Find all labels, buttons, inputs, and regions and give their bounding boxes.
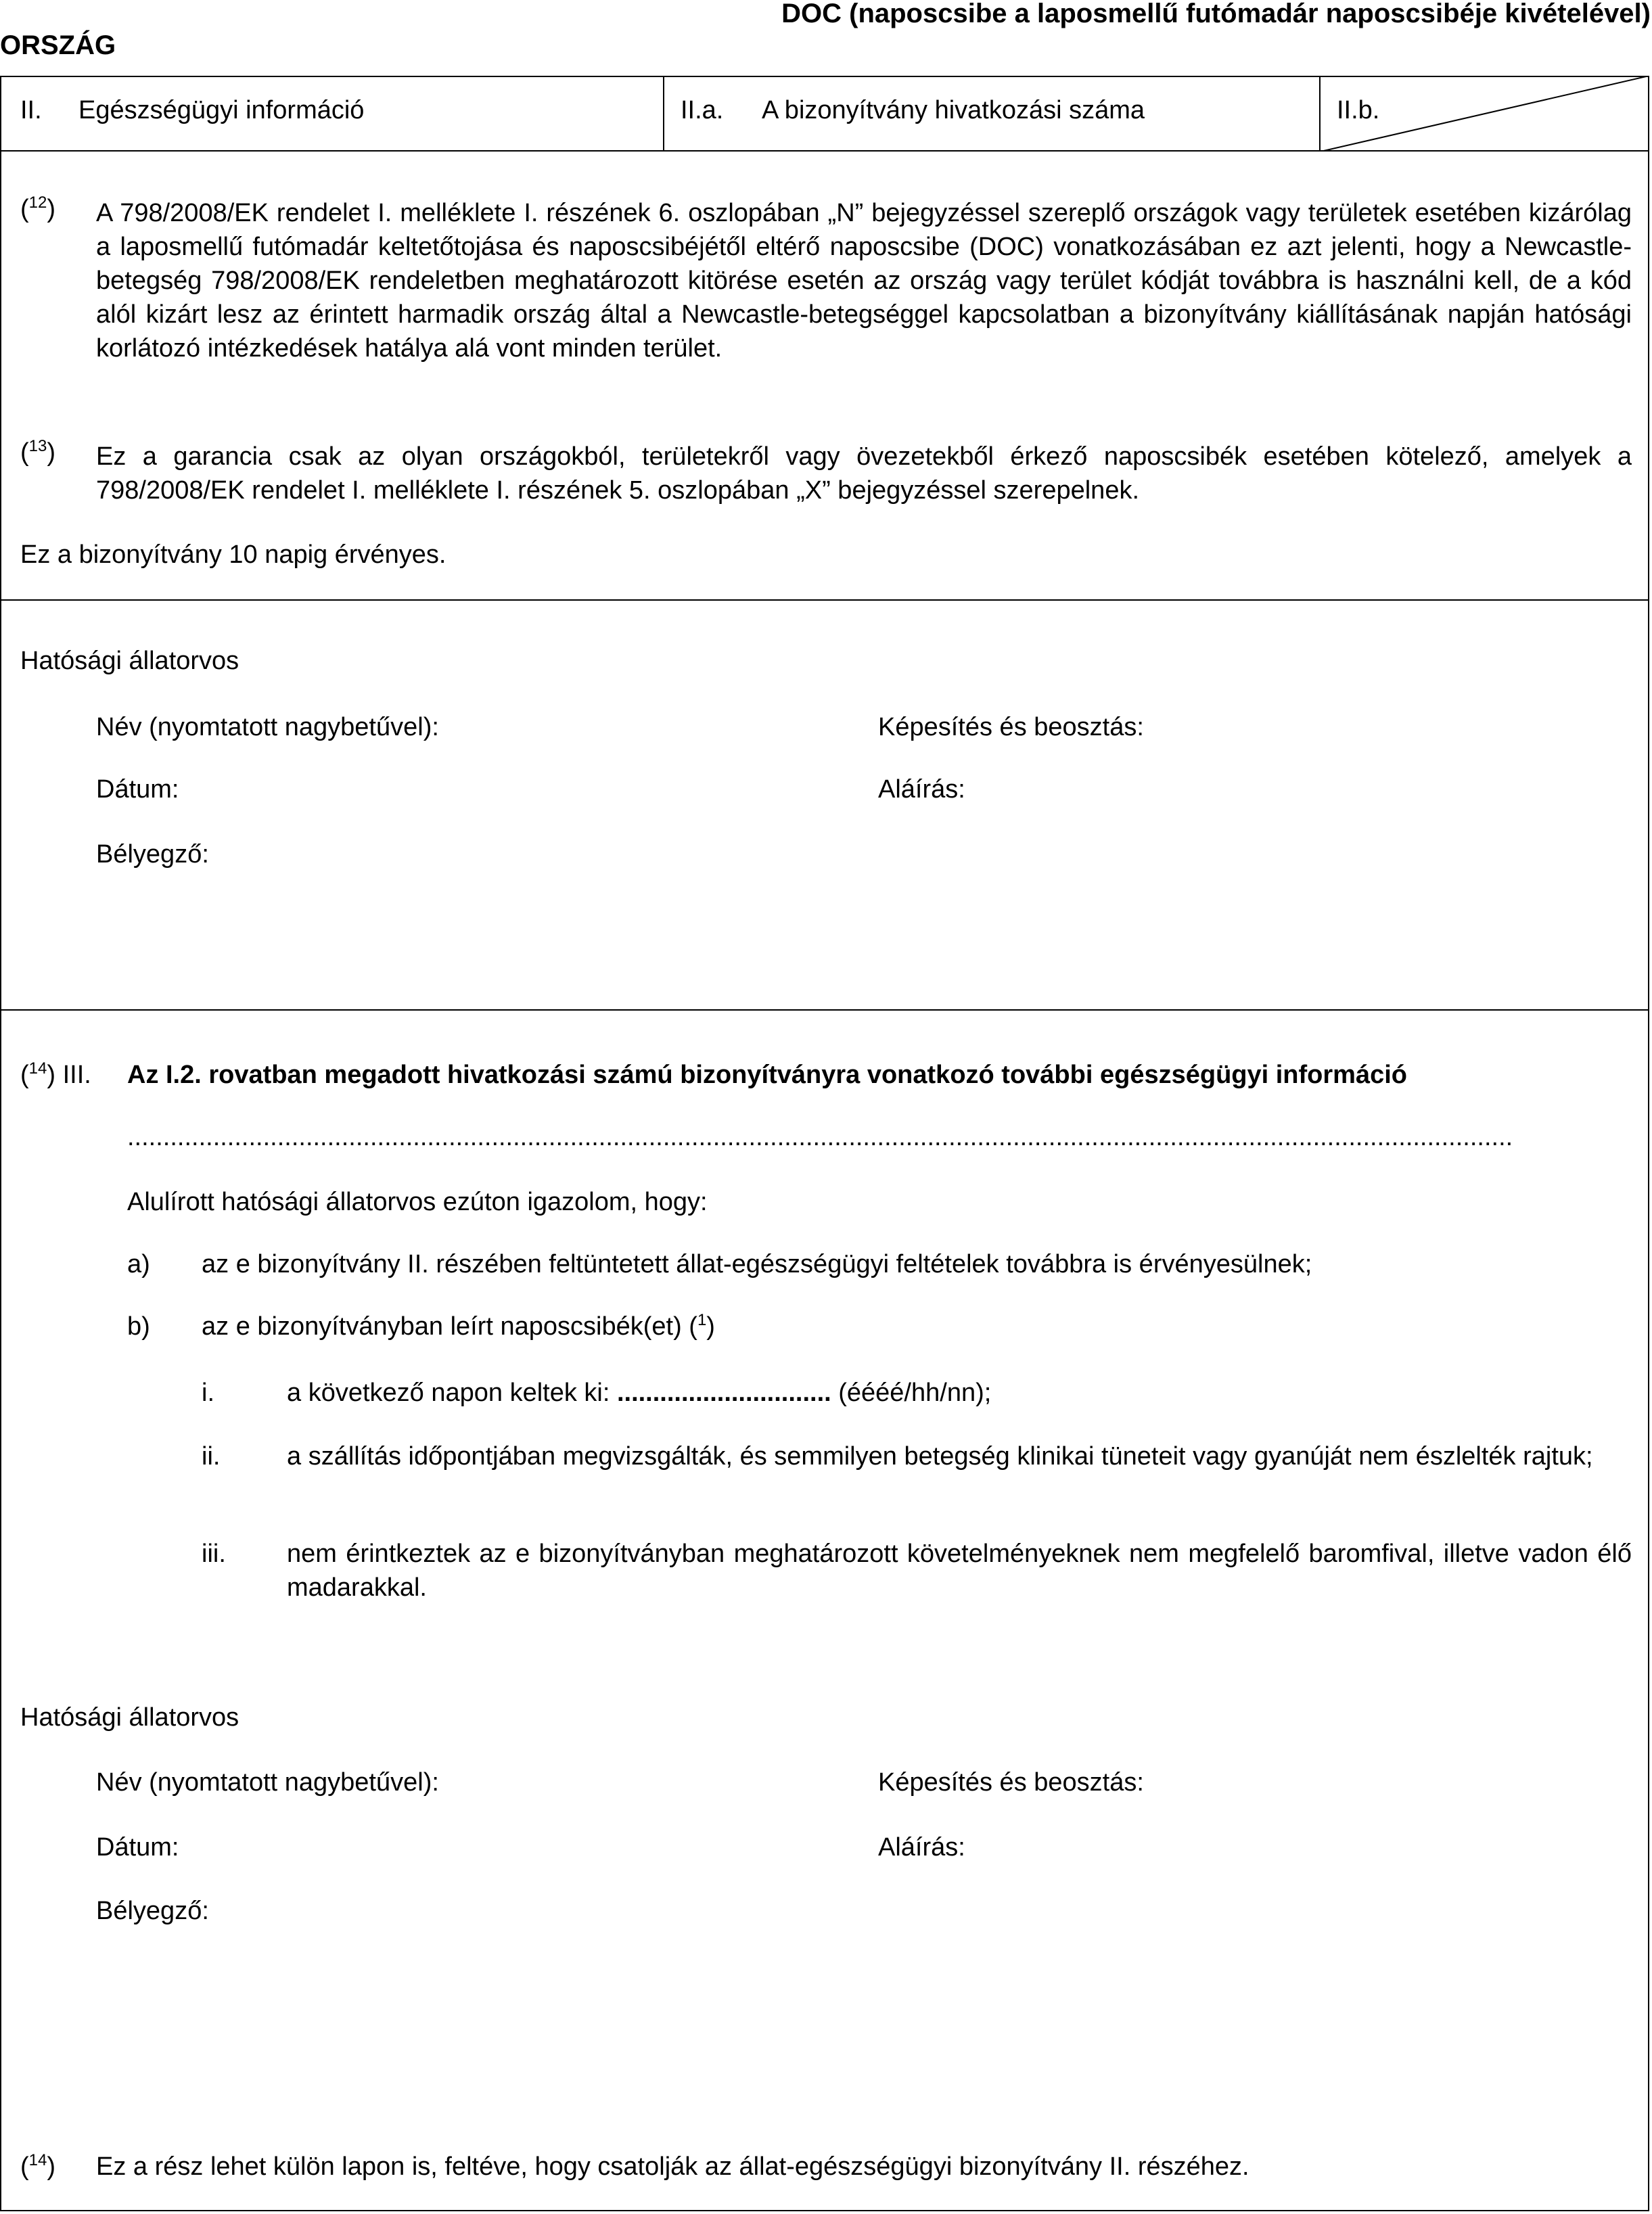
item-b-label: b): [127, 1312, 150, 1341]
section-number: III.: [62, 1061, 91, 1089]
document-title: DOC (naposcsibe a laposmellű futómadár naposcsibéje kivételével): [781, 0, 1651, 28]
item-b-body: az e bizonyítványban leírt naposcsibék(et) (: [202, 1312, 697, 1341]
sub-item-iii-label: iii.: [202, 1540, 226, 1568]
signature-label: Aláírás:: [878, 775, 965, 804]
section-divider-2: [0, 1009, 1649, 1011]
footnote-number: ($^{14}$): [20, 2151, 56, 2181]
column-divider-1: [663, 76, 664, 152]
note-text: Ez a garancia csak az olyan országokból, területekről vagy övezetekből érkező naposcsibék esetében kötelező, amelyek a 798/2008/EK rendelet I. melléklete I. részének 5. oszlopában „X” bejegyzéssel szerepelnek.: [96, 442, 1632, 505]
section-number: II.: [20, 96, 42, 124]
note-text: A 798/2008/EK rendelet I. melléklete I. részének 6. oszlopában „N” bejegyzéssel szereplő országok vagy területek esetében kizárólag a laposmellű futómadár keltetőtojása és naposcsibéjétől eltérő naposcsibe (DOC) vonatkozásában ez azt jelenti, hogy a Newcastle-betegség 798/2008/EK rendeletben meghatározott kitörése esetén az ország vagy terület kódját továbbra is használni kell, de a kód alól kizárt lesz az érintett harmadik ország által a Newcastle-betegséggel kapcsolatban a bizonyítvány kiállításának napján hatósági korlátozó intézkedések hatálya alá vont minden terület.: [96, 199, 1632, 363]
date-label: Dátum:: [96, 1833, 179, 1862]
qualification-label: Képesítés és beosztás:: [878, 713, 1144, 741]
sub-item-i-body: a következő napon keltek ki:: [287, 1379, 617, 1407]
date-format: (éééé/hh/nn);: [831, 1379, 992, 1407]
reference-number-code: II.a.: [681, 96, 724, 124]
certification-intro: Alulírott hatósági állatorvos ezúton igazolom, hogy:: [127, 1188, 708, 1216]
note-ref: 13: [28, 437, 47, 455]
footnote-text: Ez a rész lehet külön lapon is, feltéve, hogy csatolják az állat-egészségügyi bizonyítvány II. részéhez.: [96, 2152, 1249, 2181]
stamp-label: Bélyegző:: [96, 1897, 209, 1925]
item-b-ref: 1: [697, 1311, 707, 1329]
date-label: Dátum:: [96, 775, 179, 804]
name-label: Név (nyomtatott nagybetűvel):: [96, 1768, 439, 1797]
item-a-label: a): [127, 1250, 150, 1278]
section-label: Egészségügyi információ: [78, 96, 365, 124]
fill-in-dots: ..................................................................................................................................................................................................: [127, 1123, 1513, 1151]
note-ref: 12: [28, 193, 47, 212]
hatch-date-dots: ..............................: [616, 1379, 831, 1407]
name-label: Név (nyomtatott nagybetűvel):: [96, 713, 439, 741]
part3-heading: Az I.2. rovatban megadott hivatkozási számú bizonyítványra vonatkozó további egészségügyi információ: [127, 1061, 1407, 1089]
item-b-close: ): [706, 1312, 715, 1341]
item-a-text: az e bizonyítvány II. részében feltüntetett állat-egészségügyi feltételek továbbra is érvényesülnek;: [202, 1250, 1312, 1278]
sub-item-i-label: i.: [202, 1379, 214, 1407]
sub-item-ii-text: a szállítás időpontjában megvizsgálták, és semmilyen betegség klinikai tüneteit vagy gyanúját nem észlelték rajtuk;: [287, 1442, 1593, 1471]
item-b-text: [202, 1310, 715, 1343]
sub-item-i-text: [287, 1376, 991, 1410]
reference-number-label: A bizonyítvány hivatkozási száma: [762, 96, 1145, 124]
validity-statement: Ez a bizonyítvány 10 napig érvényes.: [20, 540, 446, 569]
signature-label: Aláírás:: [878, 1833, 965, 1862]
footnote-ref: 14: [28, 2151, 47, 2169]
sub-item-ii-label: ii.: [202, 1442, 221, 1471]
sub-item-iii-text: nem érintkeztek az e bizonyítványban meghatározott követelményeknek nem megfelelő baromfival, illetve vadon élő madarakkal.: [287, 1540, 1632, 1602]
official-vet-title: Hatósági állatorvos: [20, 647, 239, 675]
section-iib-code: II.b.: [1337, 96, 1380, 124]
note-number: ($^{12}$): [20, 193, 56, 223]
stamp-label: Bélyegző:: [96, 840, 209, 869]
note-number: ($^{14}$) III.: [20, 1059, 91, 1089]
country-label: ORSZÁG: [0, 30, 116, 60]
official-vet-title: Hatósági állatorvos: [20, 1703, 239, 1732]
note-number: ($^{13}$): [20, 437, 56, 467]
qualification-label: Képesítés és beosztás:: [878, 1768, 1144, 1797]
note-ref: 14: [28, 1059, 47, 1078]
section-divider-1: [0, 599, 1649, 601]
